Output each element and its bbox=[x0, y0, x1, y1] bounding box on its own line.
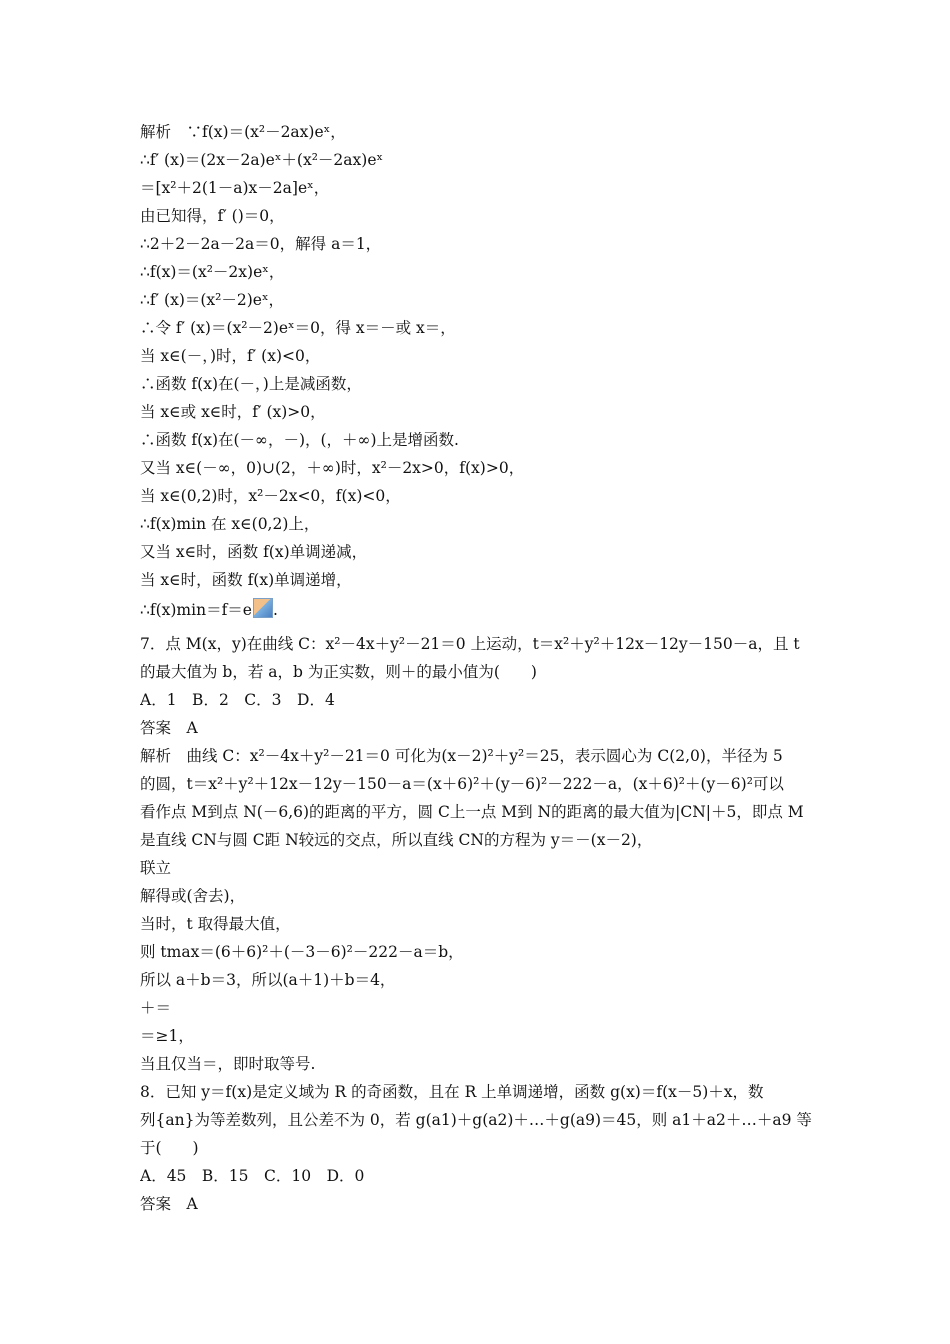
text-segment: ∴f(x)min＝f＝e bbox=[140, 601, 252, 619]
text-line: 当 x∈时，函数 f(x)单调递增， bbox=[140, 571, 352, 589]
text-line: 联立 bbox=[140, 859, 172, 877]
text-line: ∴f(x)min 在 x∈(0,2)上， bbox=[140, 515, 320, 533]
text-line: ＝≥1， bbox=[140, 1027, 194, 1045]
text-line: 由已知得，f′ ()＝0， bbox=[140, 207, 285, 225]
text-line: 又当 x∈(－∞，0)∪(2，＋∞)时，x²－2x>0，f(x)>0， bbox=[140, 459, 525, 477]
text-line: ∴函数 f(x)在(－∞，－)，(，＋∞)上是增函数. bbox=[140, 431, 459, 449]
question-8-line: 8．已知 y＝f(x)是定义域为 R 的奇函数，且在 R 上单调递增，函数 g(x)＝f(x－5)＋x，数 bbox=[140, 1083, 764, 1101]
text-line: 的圆，t＝x²＋y²＋12x－12y－150－a＝(x＋6)²＋(y－6)²－222－a，(x＋6)²＋(y－6)²可以 bbox=[140, 775, 784, 793]
choices-line: A．45 B．15 C．10 D．0 bbox=[140, 1167, 365, 1185]
text-line: ∴令 f′ (x)＝(x²－2)eˣ＝0，得 x＝－或 x＝， bbox=[140, 319, 456, 337]
question-7-line: 7．点 M(x，y)在曲线 C：x²－4x＋y²－21＝0 上运动，t＝x²＋y²＋12x－12y－150－a，且 t bbox=[140, 635, 800, 653]
text-line-with-image bbox=[140, 598, 820, 620]
text-line: ∴f′ (x)＝(x²－2)eˣ， bbox=[140, 291, 285, 309]
text-line: 当 x∈(0,2)时，x²－2x<0，f(x)<0， bbox=[140, 487, 401, 505]
text-line: 解得或(舍去)， bbox=[140, 887, 246, 905]
answer-line: 答案 A bbox=[140, 1195, 198, 1213]
text-line: 的最大值为 b，若 a，b 为正实数，则＋的最小值为( ) bbox=[140, 663, 537, 681]
text-line: 列{an}为等差数列，且公差不为 0，若 g(a1)＋g(a2)＋…＋g(a9)＝45，则 a1＋a2＋…＋a9 等 bbox=[140, 1111, 812, 1129]
text-line: 当且仅当＝，即时取等号. bbox=[140, 1055, 316, 1073]
text-line: 是直线 CN与圆 C距 N较远的交点，所以直线 CN的方程为 y＝－(x－2)， bbox=[140, 831, 653, 849]
text-line: 解析 ∵f(x)＝(x²－2ax)eˣ， bbox=[140, 123, 346, 141]
choices-line: A．1 B．2 C．3 D．4 bbox=[140, 691, 335, 709]
text-line: 则 tmax＝(6＋6)²＋(－3－6)²－222－a＝b， bbox=[140, 943, 464, 961]
text-line: 当 x∈或 x∈时，f′ (x)>0， bbox=[140, 403, 326, 421]
text-line: 当 x∈(－，)时，f′ (x)<0， bbox=[140, 347, 321, 365]
text-line: ∴f(x)＝(x²－2x)eˣ， bbox=[140, 263, 285, 281]
text-line: 又当 x∈时，函数 f(x)单调递减， bbox=[140, 543, 368, 561]
text-line: ＝[x²＋2(1－a)x－2a]eˣ， bbox=[140, 179, 330, 197]
text-line: 当时，t 取得最大值， bbox=[140, 915, 291, 933]
text-line: 于( ) bbox=[140, 1139, 199, 1157]
analysis-line: 解析 曲线 C：x²－4x＋y²－21＝0 可化为(x－2)²＋y²＝25，表示圆心为 C(2,0)，半径为 5 bbox=[140, 747, 783, 765]
broken-image-icon bbox=[253, 598, 273, 618]
text-line: ∴函数 f(x)在(－，)上是减函数， bbox=[140, 375, 362, 393]
text-line: ∴f′ (x)＝(2x－2a)eˣ＋(x²－2ax)eˣ bbox=[140, 151, 384, 169]
answer-line: 答案 A bbox=[140, 719, 198, 737]
text-line: 看作点 M到点 N(－6,6)的距离的平方，圆 C上一点 M到 N的距离的最大值为|CN|＋5，即点 M bbox=[140, 803, 804, 821]
text-line: 所以 a＋b＝3，所以(a＋1)＋b＝4， bbox=[140, 971, 396, 989]
text-line: ＋＝ bbox=[140, 999, 172, 1017]
text-line: ∴2＋2－2a－2a＝0，解得 a＝1， bbox=[140, 235, 382, 253]
final-period: . bbox=[272, 601, 278, 619]
